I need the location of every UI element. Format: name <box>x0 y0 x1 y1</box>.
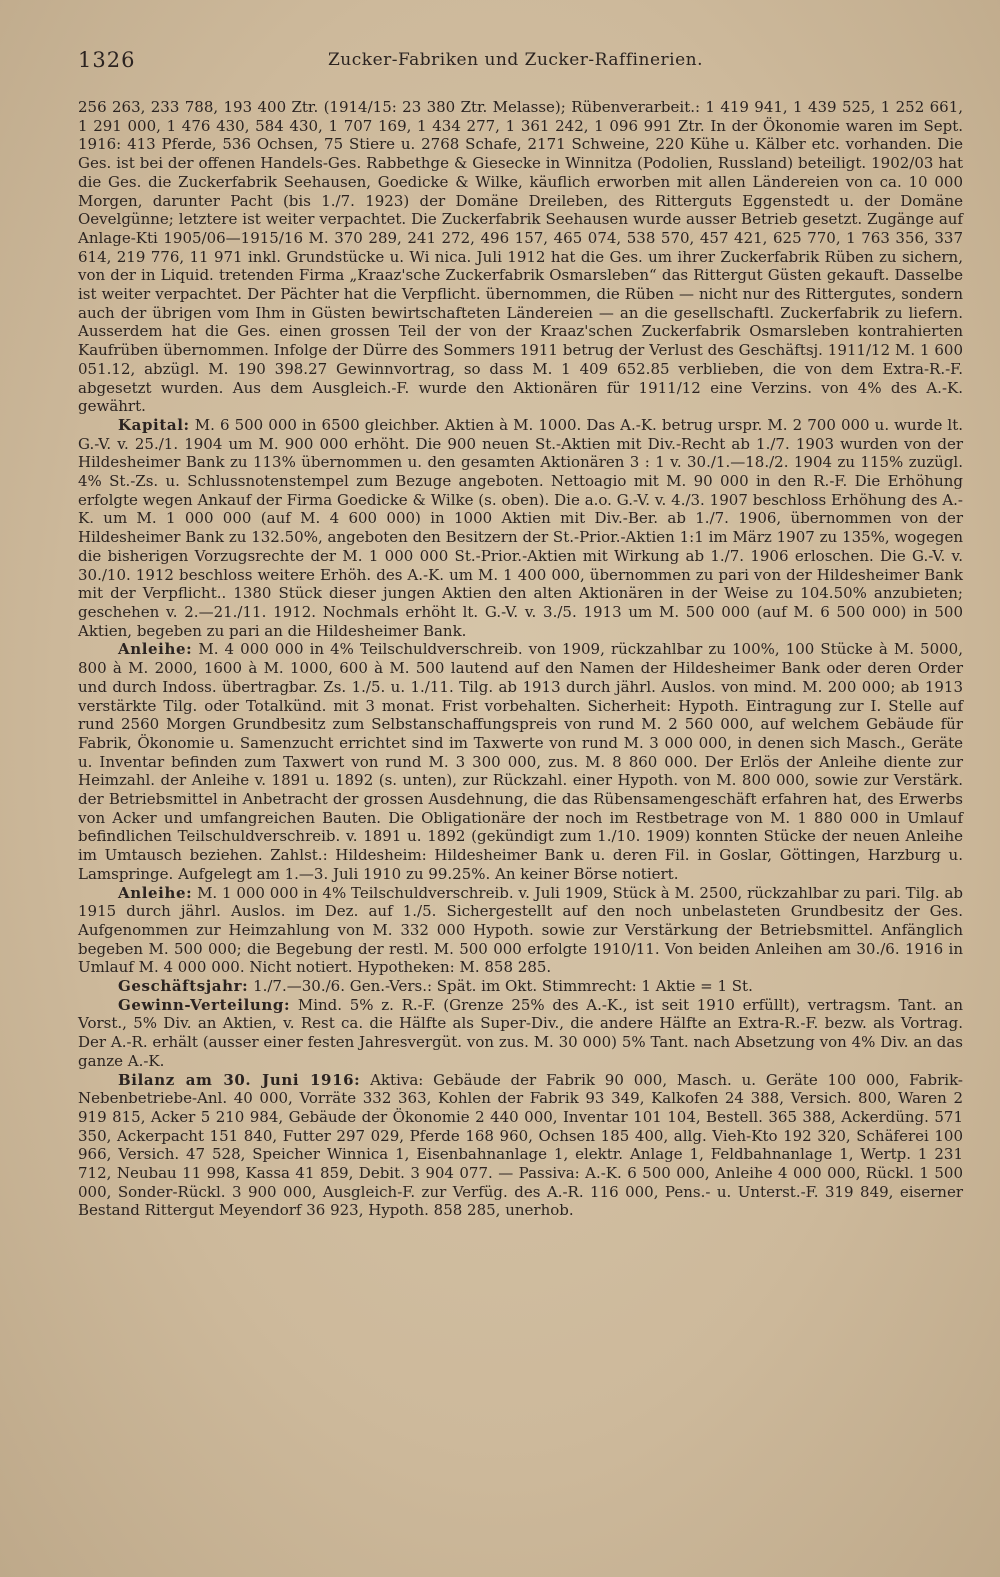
paragraph-text: M. 4 000 000 in 4% Teilschuldverschreib. von 1909, rückzahlbar zu 100%, 100 Stücke à M. 5000, 800 à M. 2000, 1600 à M. 1000, 600 à M. 500 lautend auf den Namen der Hildesheimer Bank oder deren Order und durch Indoss. übertragbar. Zs. 1./5. u. 1./11. Tilg. ab 1913 durch jährl. Auslos. von mind. M. 200 000; ab 1913 verstärkte Tilg. oder Totalkünd. mit 3 monat. Frist vorbehalten. Sicherheit: Hypoth. Eintragung zur I. Stelle auf rund 2560 Morgen Grundbesitz zum Selbstanschaffungspreis von rund M. 2 560 000, auf welchem Gebäude für Fabrik, Ökonomie u. Samenzucht errichtet sind im Taxwerte von rund M. 3 000 000, in denen sich Masch., Geräte u. Inventar befinden zum Taxwert von rund M. 3 300 000, zus. M. 8 860 000. Der Erlös der Anleihe diente zur Heimzahl. der Anleihe v. 1891 u. 1892 (s. unten), zur Rückzahl. einer Hypoth. von M. 800 000, sowie zur Verstärk. der Betriebsmittel in Anbetracht der grossen Ausdehnung, die das Rübensamengeschäft erfahren hat, des Erwerbs von Acker und umfangreichen Bauten. Die Obligationäre der noch im Restbetrage von M. 1 880 000 in Umlauf befindlichen Teilschuldverschreib. v. 1891 u. 1892 (gekündigt zum 1./10. 1909) konnten Stücke der neuen Anleihe im Umtausch beziehen. Zahlst.: Hildesheim: Hildesheimer Bank u. deren Fil. in Goslar, Göttingen, Harzburg u. Lamspringe. Aufgelegt am 1.—3. Juli 1910 zu 99.25%. An keiner Börse notiert. <box>78 640 963 883</box>
paragraph-text: M. 6 500 000 in 6500 gleichber. Aktien à M. 1000. Das A.-K. betrug urspr. M. 2 700 000 u. wurde lt. G.-V. v. 25./1. 1904 um M. 900 000 erhöht. Die 900 neuen St.-Aktien mit Div.-Recht ab 1./7. 1903 wurden von der Hildesheimer Bank zu 113% übernommen u. den gesamten Aktionären 3 : 1 v. 30./1.—18./2. 1904 zu 115% zuzügl. 4% St.-Zs. u. Schlussnotenstempel zum Bezuge angeboten. Nettoagio mit M. 90 000 in den R.-F. Die Erhöhung erfolgte wegen Ankauf der Firma Goedicke & Wilke (s. oben). Die a.o. G.-V. v. 4./3. 1907 beschloss Erhöhung des A.-K. um M. 1 000 000 (auf M. 4 600 000) in 1000 Aktien mit Div.-Ber. ab 1./7. 1906, übernommen von der Hildesheimer Bank zu 132.50%, angeboten den Besitzern der St.-Prior.-Aktien 1:1 im März 1907 zu 135%, wogegen die bisherigen Vorzugsrechte der M. 1 000 000 St.-Prior.-Aktien mit Wirkung ab 1./7. 1906 erloschen. Die G.-V. v. 30./10. 1912 beschloss weitere Erhöh. des A.-K. um M. 1 400 000, übernommen zu pari von der Hildesheimer Bank mit der Verpflicht.. 1380 Stück dieser jungen Aktien den alten Aktionären in der Weise zu 104.50% anzubieten; geschehen v. 2.—21./11. 1912. Nochmals erhöht lt. G.-V. v. 3./5. 1913 um M. 500 000 (auf M. 6 500 000) in 500 Aktien, begeben zu pari an die Hildesheimer Bank. <box>78 415 963 640</box>
paragraph-anleihe-1 <box>78 640 963 883</box>
section-label: Anleihe: <box>118 883 193 902</box>
page-number: 1326 <box>78 48 136 72</box>
paragraph-text: Aktiva: Gebäude der Fabrik 90 000, Masch. u. Geräte 100 000, Fabrik-Nebenbetriebe-Anl. 40 000, Vorräte 332 363, Kohlen der Fabrik 93 349, Kalkofen 24 388, Versich. 800, Waren 2 919 815, Acker 5 210 984, Gebäude der Ökonomie 2 440 000, Inventar 101 104, Bestell. 365 388, Ackerdüng. 571 350, Ackerpacht 151 840, Futter 297 029, Pferde 168 960, Ochsen 185 400, allg. Vieh-Kto 192 320, Schäferei 100 966, Versich. 47 528, Speicher Winnica 1, Eisenbahnanlage 1, elektr. Anlage 1, Feldbahnanlage 1, Wertp. 1 231 712, Neubau 11 998, Kassa 41 859, Debit. 3 904 077. — Passiva: A.-K. 6 500 000, Anleihe 4 000 000, Rückl. 1 500 000, Sonder-Rückl. 3 900 000, Ausgleich-F. zur Verfüg. des A.-R. 116 000, Pens.- u. Unterst.-F. 319 849, eiserner Bestand Rittergut Meyendorf 36 923, Hypoth. 858 285, unerhob. <box>78 1070 963 1220</box>
section-label: Kapital: <box>118 415 190 434</box>
hypotheken-text: Hypotheken: M. 858 285. <box>357 958 552 977</box>
section-label: Gewinn-Verteilung: <box>118 995 291 1014</box>
section-label: Anleihe: <box>118 640 193 659</box>
paragraph-text: M. 1 000 000 in 4% Teilschuldverschreib. v. Juli 1909, Stück à M. 2500, rückzahlbar zu pari. Tilg. ab 1915 durch jährl. Auslos. im Dez. auf 1./5. Sichergestellt auf den noch unbelasteten Grundbesitz der Ges. Aufgenommen zur Heimzahlung von M. 332 000 Hypoth. sowie zur Verstärkung der Betriebsmittel. Anfänglich begeben M. 500 000; die Begebung der restl. M. 500 000 erfolgte 1910/11. Von beiden Anleihen am 30./6. 1916 in Umlauf M. 4 000 000. Nicht notiert. <box>78 883 963 977</box>
paragraph-text: Mind. 5% z. R.-F. (Grenze 25% des A.-K., ist seit 1910 erfüllt), vertragsm. Tant. an Vorst., 5% Div. an Aktien, v. Rest ca. die Hälfte als Super-Div., die andere Hälfte an Extra-R.-F. bezw. als Vortrag. Der A.-R. erhält (ausser einer festen Jahresvergüt. von zus. M. 30 000) 5% Tant. nach Absetzung von 4% Div. an das ganze A.-K. <box>78 995 963 1070</box>
paragraph-kapital <box>78 416 963 640</box>
paragraph-anleihe-2 <box>78 884 963 978</box>
paragraph-text: 1./7.—30./6. Gen.-Vers.: Spät. im Okt. Stimmrecht: 1 Aktie = 1 St. <box>253 977 753 996</box>
page-header <box>78 48 960 78</box>
section-label: Bilanz am 30. Juni 1916: <box>118 1070 361 1089</box>
paragraph-bilanz <box>78 1071 963 1221</box>
paragraph-production <box>78 98 963 416</box>
paragraph-gewinn-verteilung <box>78 996 963 1071</box>
running-title: Zucker-Fabriken und Zucker-Raffinerien. <box>328 50 703 70</box>
section-label: Geschäftsjahr: <box>118 977 249 996</box>
paragraph-text: 256 263, 233 788, 193 400 Ztr. (1914/15: 23 380 Ztr. Melasse); Rübenverarbeit.: 1 419 941, 1 439 525, 1 252 661, 1 291 000, 1 476 430, 584 430, 1 707 169, 1 434 277, 1 361 242, 1 096 991 Ztr. In der Ökonomie waren im Sept. 1916: 413 Pferde, 536 Ochsen, 75 Stiere u. 2768 Schafe, 2171 Schweine, 220 Kühe u. Kälber etc. vorhanden. Die Ges. ist bei der offenen Handels-Ges. Rabbethge & Giesecke in Winnitza (Podolien, Russland) beteiligt. 1902/03 hat die Ges. die Zuckerfabrik Seehausen, Goedicke & Wilke, käuflich erworben mit allen Ländereien von ca. 10 000 Morgen, darunter Pacht (bis 1./7. 1923) der Domäne Dreileben, des Ritterguts Eggenstedt u. der Domäne Oevelgünne; letztere ist weiter verpachtet. Die Zuckerfabrik Seehausen wurde ausser Betrieb gesetzt. Zugänge auf Anlage-Kti 1905/06—1915/16 M. 370 289, 241 272, 496 157, 465 074, 538 570, 457 421, 625 770, 1 763 356, 337 614, 219 776, 11 971 inkl. Grundstücke u. Wi nica. Juli 1912 hat die Ges. um ihrer Zuckerfabrik Rüben zu sichern, von der in Liquid. tretenden Firma „Kraaz'sche Zuckerfabrik Osmarsleben“ das Rittergut Güsten gekauft. Dasselbe ist weiter verpachtet. Der Pächter hat die Verpflicht. übernommen, die Rüben — nicht nur des Rittergutes, sondern auch der übrigen vom Ihm in Güsten bewirtschafteten Ländereien — an die gesellschaftl. Zuckerfabrik zu liefern. Ausserdem hat die Ges. einen grossen Teil der von der Kraaz'schen Zuckerfabrik Osmarsleben kontrahierten Kaufrüben übernommen. Infolge der Dürre des Sommers 1911 betrug der Verlust des Geschäftsj. 1911/12 M. 1 600 051.12, abzügl. M. 190 398.27 Gewinnvortrag, so dass M. 1 409 652.85 verblieben, die von dem Extra-R.-F. abgesetzt wurden. Aus dem Ausgleich.-F. wurde den Aktionären für 1911/12 eine Verzins. von 4% des A.-K. gewährt. <box>78 98 963 416</box>
paragraph-geschaeftsjahr <box>78 977 963 996</box>
body-text <box>78 98 963 1220</box>
